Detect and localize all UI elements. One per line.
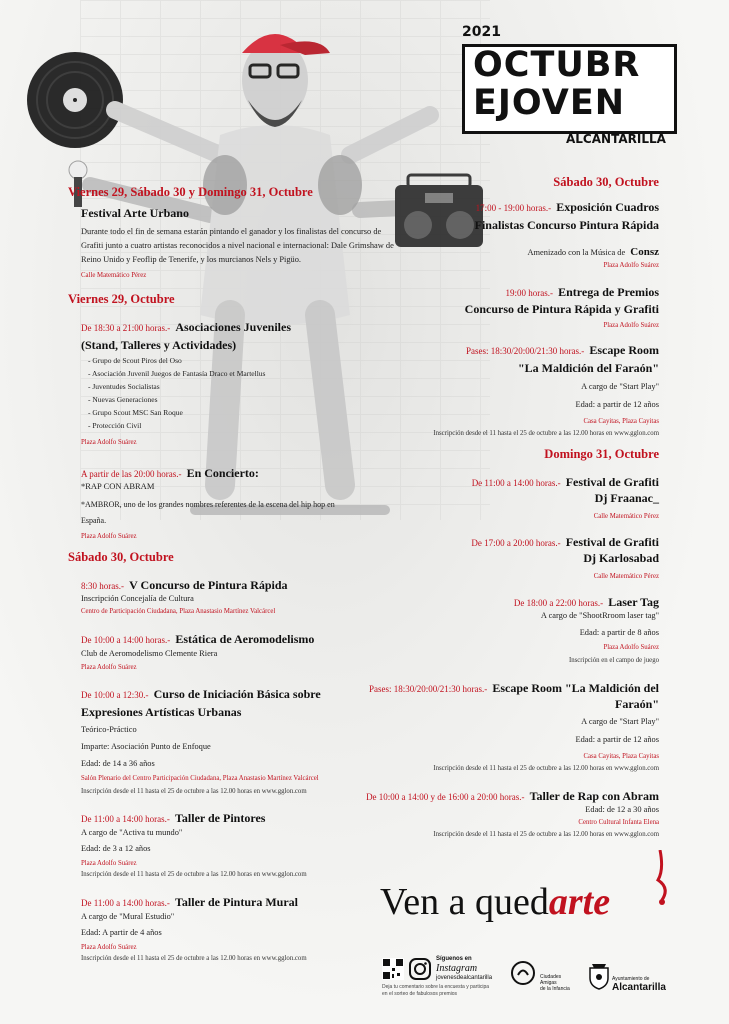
asoc-place: Plaza Adolfo Suárez (81, 439, 137, 446)
escape-title: Escape Room (589, 343, 659, 357)
grafiti2-title: Festival de Grafiti (565, 535, 659, 549)
curso-row (81, 683, 321, 702)
mural-cargo: A cargo de "Mural Estudio" (81, 912, 175, 921)
escape2-place: Casa Cayitas, Plaza Cayitas (583, 753, 659, 760)
concert-row (81, 462, 259, 481)
survey-text-2: en el sorteo de fabulosos premios (382, 991, 458, 997)
pintores-row (81, 807, 265, 826)
pintores-title: Taller de Pintores (175, 811, 266, 825)
ayuntamiento-label: Ayuntamiento de (612, 976, 650, 982)
follow-label: Síguenos en (436, 956, 472, 962)
pintores-edad: Edad: de 3 a 12 años (81, 844, 151, 853)
instagram-label: Instagram (436, 963, 478, 974)
city-name: ALCANTARILLA (566, 132, 666, 146)
vc-time: 8:30 horas.- (81, 581, 124, 591)
right-heading-sunday: Domingo 31, Octubre (544, 447, 659, 461)
grafiti2-row (471, 531, 659, 550)
mural-time: De 11:00 a 14:00 horas.- (81, 898, 170, 908)
escape2-edad: Edad: a partir de 12 años (575, 735, 659, 744)
escape2-cargo: A cargo de "Start Play" (581, 717, 659, 726)
aero-place: Plaza Adolfo Suárez (81, 664, 137, 671)
curso-place: Salón Plenario del Centro Participación Ciudadana, Plaza Anastasio Martínez Valcárcel (81, 775, 319, 782)
instagram-handle[interactable]: jovenesdealcantarilla (436, 975, 493, 981)
slogan (380, 880, 610, 924)
grafiti1-row (472, 471, 659, 490)
grafiti2-artist: Dj Karlosabad (583, 551, 659, 565)
festival-desc-line-3: Reino Unido y Feoflip de Tenerife, y los murcianos Nels y Pigüo. (81, 255, 302, 264)
ciudades-label-2: Amigas (540, 980, 557, 986)
paint-splash-icon (640, 850, 680, 910)
alcantarilla-label: Alcantarilla (612, 982, 666, 993)
laser-inscription: Inscripción en el campo de juego (568, 657, 659, 664)
festival-desc-line-2: Grafiti junto a cuatro artistas reconocidos a nivel nacional e internacional: Dale Grimshaw de (81, 241, 394, 250)
laser-cargo: A cargo de "ShootRroom laser tag" (540, 611, 659, 620)
rap-inscription: Inscripción desde el 11 hasta el 25 de octubre a las 12.00 horas en www.gglon.com (433, 831, 659, 838)
escape2-title: Escape Room "La Maldición del (492, 681, 659, 695)
footer (0, 950, 729, 1024)
asoc-time: De 18:30 a 21:00 horas.- (81, 323, 171, 333)
laser-row (514, 591, 659, 610)
asoc-item-3: - Juventudes Socialistas (88, 382, 160, 391)
laser-edad: Edad: a partir de 8 años (579, 628, 659, 637)
left-heading-friday: Viernes 29, Octubre (68, 292, 175, 306)
asoc-item-2: - Asociación Juvenil Juegos de Fantasía Draco et Martellus (88, 369, 266, 378)
curso-edad: Edad: de 14 a 36 años (81, 759, 155, 768)
festival-place: Calle Matemático Pérez (81, 272, 147, 279)
escape2-row (369, 677, 659, 696)
concert-ambror-line-1: *AMBROR, uno de los grandes nombres referentes de la escena del hip hop en (81, 500, 335, 509)
grafiti2-place: Calle Matemático Pérez (593, 573, 659, 580)
grafiti1-artist: Dj Fraanac_ (594, 491, 659, 505)
vc-place: Centro de Participación Ciudadana, Plaza Anastasio Martínez Valcárcel (81, 608, 276, 615)
concert-title: En Concierto: (186, 466, 259, 480)
grafiti1-place: Calle Matemático Pérez (593, 513, 659, 520)
right-heading-saturday: Sábado 30, Octubre (553, 175, 659, 189)
escape-inscription: Inscripción desde el 11 hasta el 25 de octubre a las 12.00 horas en www.gglon.com (433, 430, 659, 437)
expo-music-artist: Consz (630, 246, 659, 258)
octubre-joven-logo (462, 44, 677, 134)
rap-place: Centro Cultural Infanta Elena (578, 819, 659, 826)
rap-row (366, 785, 659, 804)
escape-row (466, 339, 659, 358)
expo-time: 17:00 - 19:00 horas.- (475, 203, 552, 213)
curso-teorico: Teórico-Práctico (81, 725, 137, 734)
asoc-item-6: - Protección Civil (88, 421, 142, 430)
asoc-row (81, 316, 291, 335)
concert-ambror-line-2: España. (81, 516, 107, 525)
left-heading-saturday: Sábado 30, Octubre (68, 550, 174, 564)
escape2-title-2: Faraón" (615, 697, 659, 711)
expo-place: Plaza Adolfo Suárez (603, 262, 659, 269)
escape2-inscription: Inscripción desde el 11 hasta el 25 de octubre a las 12.00 horas en www.gglon.com (433, 765, 659, 772)
rap-title: Taller de Rap con Abram (529, 789, 659, 803)
pintores-time: De 11:00 a 14:00 horas.- (81, 814, 170, 824)
expo-row (476, 196, 659, 215)
aero-club: Club de Aeromodelismo Clemente Riera (81, 649, 218, 658)
mural-title: Taller de Pintura Mural (175, 895, 298, 909)
escape-time: Pases: 18:30/20:00/21:30 horas.- (465, 346, 585, 356)
curso-imparte: Imparte: Asociación Punto de Enfoque (81, 742, 211, 751)
grafiti1-time: De 11:00 a 14:00 horas.- (471, 478, 561, 488)
pintores-place: Plaza Adolfo Suárez (81, 860, 137, 867)
asoc-item-1: - Grupo de Scout Piros del Oso (88, 356, 182, 365)
laser-time: De 18:00 a 22:00 horas.- (513, 598, 604, 608)
qr-code-icon[interactable] (382, 958, 404, 980)
curso-title: Curso de Iniciación Básica sobre (153, 687, 321, 701)
laser-place: Plaza Adolfo Suárez (603, 644, 659, 651)
instagram-icon[interactable] (409, 958, 431, 980)
asoc-item-4: - Nuevas Generaciones (88, 395, 158, 404)
ayuntamiento-shield-icon (588, 962, 610, 990)
expo-music-row (527, 240, 659, 259)
asoc-item-5: - Grupo Scout MSC San Roque (88, 408, 183, 417)
left-heading-weekend: Viernes 29, Sábado 30 y Domingo 31, Octubre (68, 185, 313, 199)
rap-edad: Edad: de 12 a 30 años (585, 805, 659, 814)
expo-title-2: Finalistas Concurso Pintura Rápida (474, 218, 659, 232)
mural-row (81, 891, 298, 910)
slogan-arte: arte (548, 881, 611, 923)
curso-inscription: Inscripción desde el 11 hasta el 25 de octubre a las 12.00 horas en www.gglon.com (81, 788, 307, 795)
boombox-icon (395, 175, 483, 247)
expo-title: Exposición Cuadros (556, 200, 659, 214)
premios-title-2: Concurso de Pintura Rápida y Grafiti (464, 302, 659, 316)
concert-place: Plaza Adolfo Suárez (81, 533, 137, 540)
ciudades-amigas-logo-icon (510, 960, 536, 986)
vc-row (81, 574, 288, 593)
pintores-cargo: A cargo de "Activa tu mundo" (81, 828, 183, 837)
red-cap-icon (242, 34, 330, 55)
festival-arte-urbano-title: Festival Arte Urbano (81, 206, 189, 220)
curso-title-2: Expresiones Artísticas Urbanas (81, 705, 242, 719)
curso-time: De 10:00 a 12:30.- (81, 690, 149, 700)
vc-title: V Concurso de Pintura Rápida (129, 578, 288, 592)
aero-title: Estática de Aeromodelismo (175, 632, 315, 646)
escape2-time: Pases: 18:30/20:00/21:30 horas.- (368, 684, 488, 694)
escape-cargo: A cargo de "Start Play" (581, 382, 659, 391)
aero-row (81, 628, 314, 647)
premios-time: 19:00 horas.- (505, 288, 554, 298)
escape-place: Casa Cayitas, Plaza Cayitas (583, 418, 659, 425)
premios-row (506, 281, 659, 300)
pintores-inscription: Inscripción desde el 11 hasta el 25 de octubre a las 12.00 horas en www.gglon.com (81, 871, 307, 878)
premios-title: Entrega de Premios (558, 285, 659, 299)
concert-rap-abram: *RAP CON ABRAM (81, 481, 155, 491)
mural-place: Plaza Adolfo Suárez (81, 944, 137, 951)
escape-title-2: "La Maldición del Faraón" (518, 361, 659, 375)
premios-place: Plaza Adolfo Suárez (603, 322, 659, 329)
logo-line-1: OCTUBR (473, 45, 641, 85)
asoc-subtitle: (Stand, Talleres y Actividades) (81, 338, 237, 352)
vc-inscription: Inscripción Concejalía de Cultura (81, 594, 194, 603)
mural-edad: Edad: A partir de 4 años (81, 928, 162, 937)
slogan-main: Ven a qued (380, 881, 549, 923)
rap-time: De 10:00 a 14:00 y de 16:00 a 20:00 horas.- (366, 792, 525, 802)
asoc-title: Asociaciones Juveniles (175, 320, 291, 334)
logo-line-2: EJOVEN (473, 83, 626, 123)
year: 2021 (462, 24, 501, 40)
vinyl-record-icon (27, 52, 123, 148)
aero-time: De 10:00 a 14:00 horas.- (81, 635, 171, 645)
grafiti1-title: Festival de Grafiti (565, 475, 659, 489)
laser-title: Laser Tag (608, 595, 659, 609)
grafiti2-time: De 17:00 a 20:00 horas.- (471, 538, 561, 548)
concert-time: A partir de las 20:00 horas.- (81, 469, 182, 479)
ciudades-label-3: de la Infancia (540, 986, 570, 992)
expo-music: Amenizado con la Música de (527, 248, 626, 257)
escape-edad: Edad: a partir de 12 años (575, 400, 659, 409)
festival-desc-line-1: Durante todo el fin de semana estarán pintando el ganador y los finalistas del concurso de (81, 227, 382, 236)
survey-text-1: Deja tu comentario sobre la encuesta y participa (382, 984, 490, 990)
ciudades-label-1: Ciudades (540, 974, 562, 980)
mural-inscription: Inscripción desde el 11 hasta el 25 de octubre a las 12.00 horas en www.gglon.com (81, 955, 307, 962)
